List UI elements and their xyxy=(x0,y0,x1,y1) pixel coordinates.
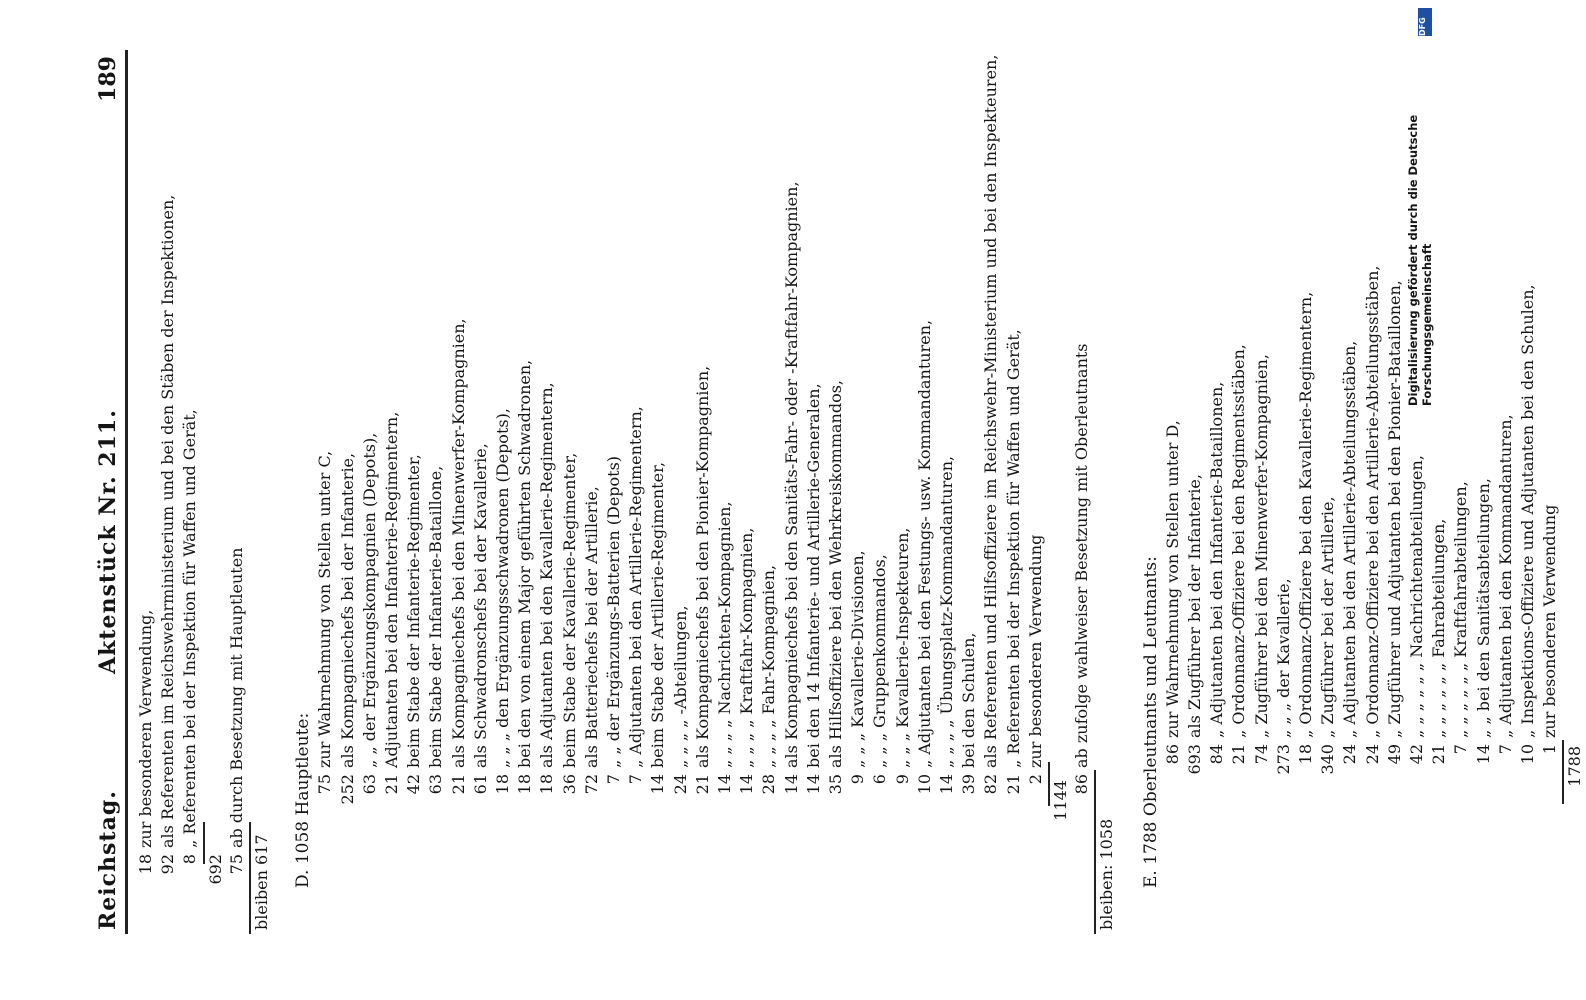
entry-text: beim Stabe der Kavallerie-Regimenter, xyxy=(559,452,579,768)
entry-text: „ Adjutanten bei den Kommandanturen, xyxy=(1495,414,1515,738)
entry-text: beim Stabe der Infanterie-Regimenter, xyxy=(404,454,424,768)
entry-text: als Kompagniechefs bei den Pionier-Kompagnien, xyxy=(692,365,712,768)
entry-count: 21 xyxy=(382,774,401,795)
entry-count: 75 xyxy=(315,774,335,795)
entry-text: beim Stabe der Artillerie-Regimenter, xyxy=(648,461,668,768)
entry-text: „ Referenten bei der Inspektion für Waffen und Gerät, xyxy=(1003,329,1023,768)
entry-text: als Adjutanten bei den Kavallerie-Regimentern, xyxy=(537,382,557,768)
entry-count: 84 xyxy=(1207,744,1227,765)
entry-text: bei den 14 Infanterie- und Artillerie-Generalen, xyxy=(803,383,823,768)
entry-count: 2 xyxy=(1025,774,1045,785)
entry-text: „ Ordonnanz-Offiziere bei den Kavallerie-Regimentern, xyxy=(1296,291,1315,738)
page-number: 189 xyxy=(95,56,121,102)
entry-count: 14 xyxy=(803,774,823,795)
entry-count: 35 xyxy=(826,774,845,795)
entry-text: „ Zugführer bei der Artillerie, xyxy=(1318,496,1338,738)
deduction-count: 75 xyxy=(226,854,246,875)
page-header xyxy=(95,50,128,934)
deduction-count: 86 xyxy=(1072,774,1092,795)
entry-count: 21 xyxy=(1003,774,1023,795)
entry-text: „ „ „ Gruppenkommandos, xyxy=(870,554,890,768)
entry-count: 24 xyxy=(1340,744,1360,765)
entry-count: 14 xyxy=(781,774,801,795)
entry-count: 21 xyxy=(692,774,712,795)
entry-text: als Zugführer bei der Infanterie, xyxy=(1185,474,1204,738)
entry-text: Adjutanten bei den Infanterie-Regimentern, xyxy=(382,411,401,768)
entry-text: „ „ „ „ Nachrichten-Kompagnien, xyxy=(715,501,734,768)
entry-text: als Referenten und Hilfsoffiziere im Reichswehr-Ministerium und bei den Inspekteuren, xyxy=(981,54,1001,768)
entry-count: 18 xyxy=(136,854,155,875)
sum-value: 1788 xyxy=(1565,746,1585,787)
entry-text: „ Adjutanten bei den Artillerie-Abteilungsstäben, xyxy=(1340,340,1360,738)
entry-text: „ Adjutanten bei den Infanterie-Bataillonen, xyxy=(1207,381,1227,738)
entry-text: zur Wahrnehmung von Stellen unter D, xyxy=(1162,420,1182,738)
entry-count: 49 xyxy=(1384,744,1404,765)
entry-count: 21 xyxy=(448,774,468,795)
entry-count: 61 xyxy=(470,774,490,795)
entry-text: „ „ bei den Sanitätsabteilungen, xyxy=(1473,478,1493,738)
entry-text: „ „ „ „ „ „ Nachrichtenabteilungen, xyxy=(1407,455,1426,738)
entry-text: „ „ der Ergänzungs-Batterien (Depots) xyxy=(604,455,623,768)
entry-text: „ „ „ „ „ „ Kraftfahrabteilungen, xyxy=(1451,481,1471,738)
entry-text: beim Stabe der Infanterie-Bataillone, xyxy=(426,465,446,768)
remaining-total: bleiben 617 xyxy=(252,834,271,930)
entry-text: „ Referenten bei der Inspektion für Waffen und Gerät, xyxy=(180,409,200,848)
entry-count: 14 xyxy=(648,774,668,795)
entry-count: 21 xyxy=(1229,744,1249,765)
entry-text: als Hilfsoffiziere bei den Wehrkreiskommandos, xyxy=(826,379,845,768)
entry-count: 7 xyxy=(1495,744,1515,755)
entry-text: „ Zugführer und Adjutanten bei den Pionier-Bataillonen, xyxy=(1384,280,1404,738)
entry-text: „ „ „ „ Fahr-Kompagnien, xyxy=(759,564,779,768)
entry-count: 10 xyxy=(914,774,934,795)
entry-text: als Kompagniechefs bei den Minenwerfer-Kompagnien, xyxy=(448,318,468,768)
entry-text: zur besonderen Verwendung xyxy=(1540,504,1560,738)
entry-text: zur besonderen Verwendung, xyxy=(136,609,155,848)
section-d-heading: D. 1058 Hauptleute: xyxy=(293,712,314,888)
entry-count: 14 xyxy=(1473,744,1493,765)
entry-text: bei den von einem Major geführten Schwadronen, xyxy=(515,359,535,768)
header-left: Reichstag. xyxy=(95,790,121,930)
sum-value: 692 xyxy=(205,854,225,885)
entry-text: als Referenten im Reichswehrministerium und bei den Stäben der Inspektionen, xyxy=(158,194,178,848)
entry-count: 28 xyxy=(759,774,779,795)
entry-count: 14 xyxy=(737,774,757,795)
entry-text: „ „ „ „ -Abteilungen, xyxy=(670,605,690,768)
entry-count: 9 xyxy=(848,774,868,785)
entry-text: „ „ „ „ Kraftfahr-Kompagnien, xyxy=(737,527,757,768)
entry-count: 42 xyxy=(404,774,424,795)
entry-text: „ Adjutanten bei den Artillerie-Regimentern, xyxy=(626,406,646,768)
entry-count: 39 xyxy=(959,774,979,795)
entry-text: „ Inspektions-Offiziere und Adjutanten bei den Schulen, xyxy=(1518,284,1537,738)
entry-count: 74 xyxy=(1251,744,1271,765)
entry-count: 18 xyxy=(515,774,535,795)
entry-count: 36 xyxy=(559,774,579,795)
entry-count: 63 xyxy=(426,774,446,795)
digitization-note xyxy=(1406,6,1434,998)
entry-text: als Kompagniechefs bei der Infanterie, xyxy=(337,452,357,768)
digitization-note-text: Digitalisierung gefördert durch die Deutsche Forschungsgemeinschaft xyxy=(1406,114,1434,406)
entry-text: als Kompagniechefs bei den Sanitäts-Fahr- oder -Kraftfahr-Kompagnien, xyxy=(781,181,801,768)
entry-text: als Batteriechefs bei der Artillerie, xyxy=(581,486,601,768)
entry-text: „ „ „ der Kavallerie, xyxy=(1273,578,1293,738)
entry-count: 82 xyxy=(981,774,1001,795)
entry-text: zur besonderen Verwendung xyxy=(1025,534,1045,768)
entry-text: als Schwadronschefs bei der Kavallerie, xyxy=(470,443,490,768)
entry-count: 14 xyxy=(715,774,734,795)
entry-count: 18 xyxy=(493,774,512,795)
entry-count: 7 xyxy=(604,774,623,785)
header-title: Aktenstück Nr. 211. xyxy=(95,409,121,674)
entry-count: 340 xyxy=(1318,744,1338,775)
deduction-text: ab zufolge wahlweiser Besetzung mit Oberleutnants xyxy=(1072,343,1092,768)
entry-text: zur Wahrnehmung von Stellen unter C, xyxy=(315,450,335,768)
remaining-total: bleiben: 1058 xyxy=(1097,818,1117,930)
section-e-heading: E. 1788 Oberleutnants und Leutnants: xyxy=(1140,556,1161,888)
entry-count: 86 xyxy=(1162,744,1182,765)
sum-value: 1144 xyxy=(1051,780,1070,821)
entry-count: 693 xyxy=(1185,744,1204,775)
entry-count: 1 xyxy=(1540,744,1560,755)
entry-text: „ Ordonnanz-Offiziere bei den Regimentsstäben, xyxy=(1229,344,1249,738)
entry-text: „ „ „ „ Übungsplatz-Kommandanturen, xyxy=(937,455,956,768)
entry-count: 92 xyxy=(158,854,178,875)
entry-count: 7 xyxy=(626,774,646,785)
entry-text: bei den Schulen, xyxy=(959,632,979,768)
entry-count: 24 xyxy=(670,774,690,795)
entry-text: „ Adjutanten bei den Festungs- usw. Kommandanturen, xyxy=(914,319,934,768)
entry-count: 42 xyxy=(1407,744,1426,765)
deduction-text: ab durch Besetzung mit Hauptleuten xyxy=(226,547,246,848)
entry-count: 63 xyxy=(359,774,379,795)
entry-count: 10 xyxy=(1518,744,1537,765)
entry-text: „ „ „ „ „ „ Fahrabteilungen, xyxy=(1429,518,1449,738)
entry-count: 9 xyxy=(892,774,912,785)
entry-text: „ „ „ Kavallerie-Inspekteuren, xyxy=(892,527,912,768)
entry-count: 24 xyxy=(1362,744,1382,765)
entry-count: 273 xyxy=(1273,744,1293,775)
dfg-logo: DFG xyxy=(1418,8,1432,36)
entry-count: 72 xyxy=(581,774,601,795)
entry-count: 18 xyxy=(537,774,557,795)
entry-count: 252 xyxy=(337,774,357,805)
entry-text: „ „ der Ergänzungskompagnien (Depots), xyxy=(359,432,379,768)
entry-count: 6 xyxy=(870,774,890,785)
entry-count: 8 xyxy=(180,854,200,865)
entry-text: „ Ordonnanz-Offiziere bei den Artillerie-Abteilungsstäben, xyxy=(1362,265,1382,738)
entry-text: „ „ „ den Ergänzungsschwadronen (Depots), xyxy=(493,408,512,768)
entry-count: 14 xyxy=(937,774,956,795)
entry-text: „ „ „ Kavallerie-Divisionen, xyxy=(848,550,868,768)
entry-count: 7 xyxy=(1451,744,1471,755)
entry-count: 21 xyxy=(1429,744,1449,765)
entry-count: 18 xyxy=(1296,744,1315,765)
entry-text: „ Zugführer bei den Minenwerfer-Kompagnien, xyxy=(1251,354,1271,738)
